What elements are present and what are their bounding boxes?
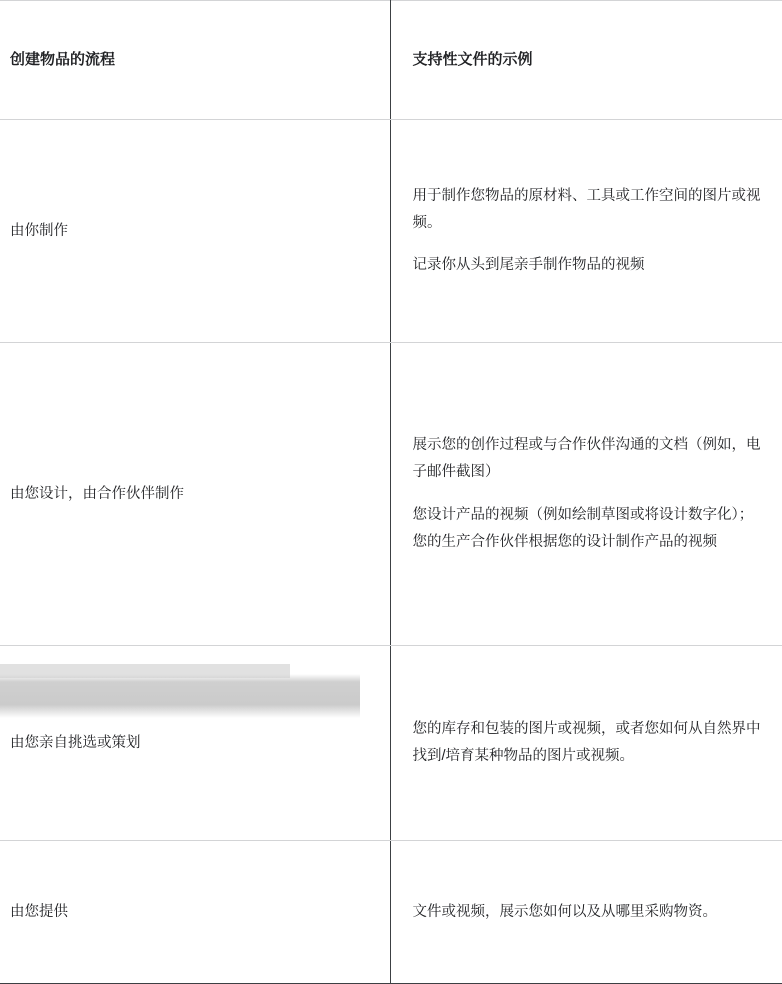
example-paragraph: 记录你从头到尾亲手制作物品的视频 — [412, 257, 645, 274]
example-paragraph: 文件或视频，展示您如何以及从哪里采购物资。 — [412, 903, 717, 920]
row-label-cell — [0, 646, 390, 841]
table-row — [0, 646, 782, 841]
row-examples-cell — [390, 841, 782, 984]
column-header-examples — [390, 1, 782, 120]
row-label-cell — [0, 120, 390, 343]
table-header — [0, 1, 782, 120]
example-paragraph: 展示您的创作过程或与合作伙伴沟通的文档（例如，电子邮件截图） — [412, 437, 761, 481]
example-paragraph: 用于制作您物品的原材料、工具或工作空间的图片或视频。 — [412, 187, 761, 231]
column-header-process — [0, 1, 390, 120]
row-label-cell — [0, 841, 390, 984]
example-paragraph: 您的库存和包装的图片或视频，或者您如何从自然界中找到/培育某种物品的图片或视频。 — [412, 721, 761, 764]
table-row — [0, 841, 782, 984]
table-body — [0, 120, 782, 984]
example-paragraph: 您设计产品的视频（例如绘制草图或将设计数字化）；您的生产合作伙伴根据您的设计制作产品的视频 — [412, 507, 754, 550]
column-header-process-label: 创建物品的流程 — [10, 50, 116, 68]
text-selection-highlight — [0, 674, 360, 718]
row-label-designed-by-you: 由您设计，由合作伙伴制作 — [10, 485, 184, 502]
table-row — [0, 120, 782, 343]
table-row — [0, 343, 782, 646]
row-examples-cell — [390, 120, 782, 343]
row-label-cell — [0, 343, 390, 646]
row-examples-cell — [390, 646, 782, 841]
text-selection-highlight — [0, 664, 290, 678]
row-label-supplied: 由您提供 — [10, 903, 68, 920]
row-label-handpicked: 由您亲自挑选或策划 — [10, 734, 141, 751]
column-header-examples-label: 支持性文件的示例 — [412, 50, 533, 68]
row-label-made-by-you: 由你制作 — [10, 222, 68, 239]
row-examples-cell — [390, 343, 782, 646]
table-header-row — [0, 1, 782, 120]
